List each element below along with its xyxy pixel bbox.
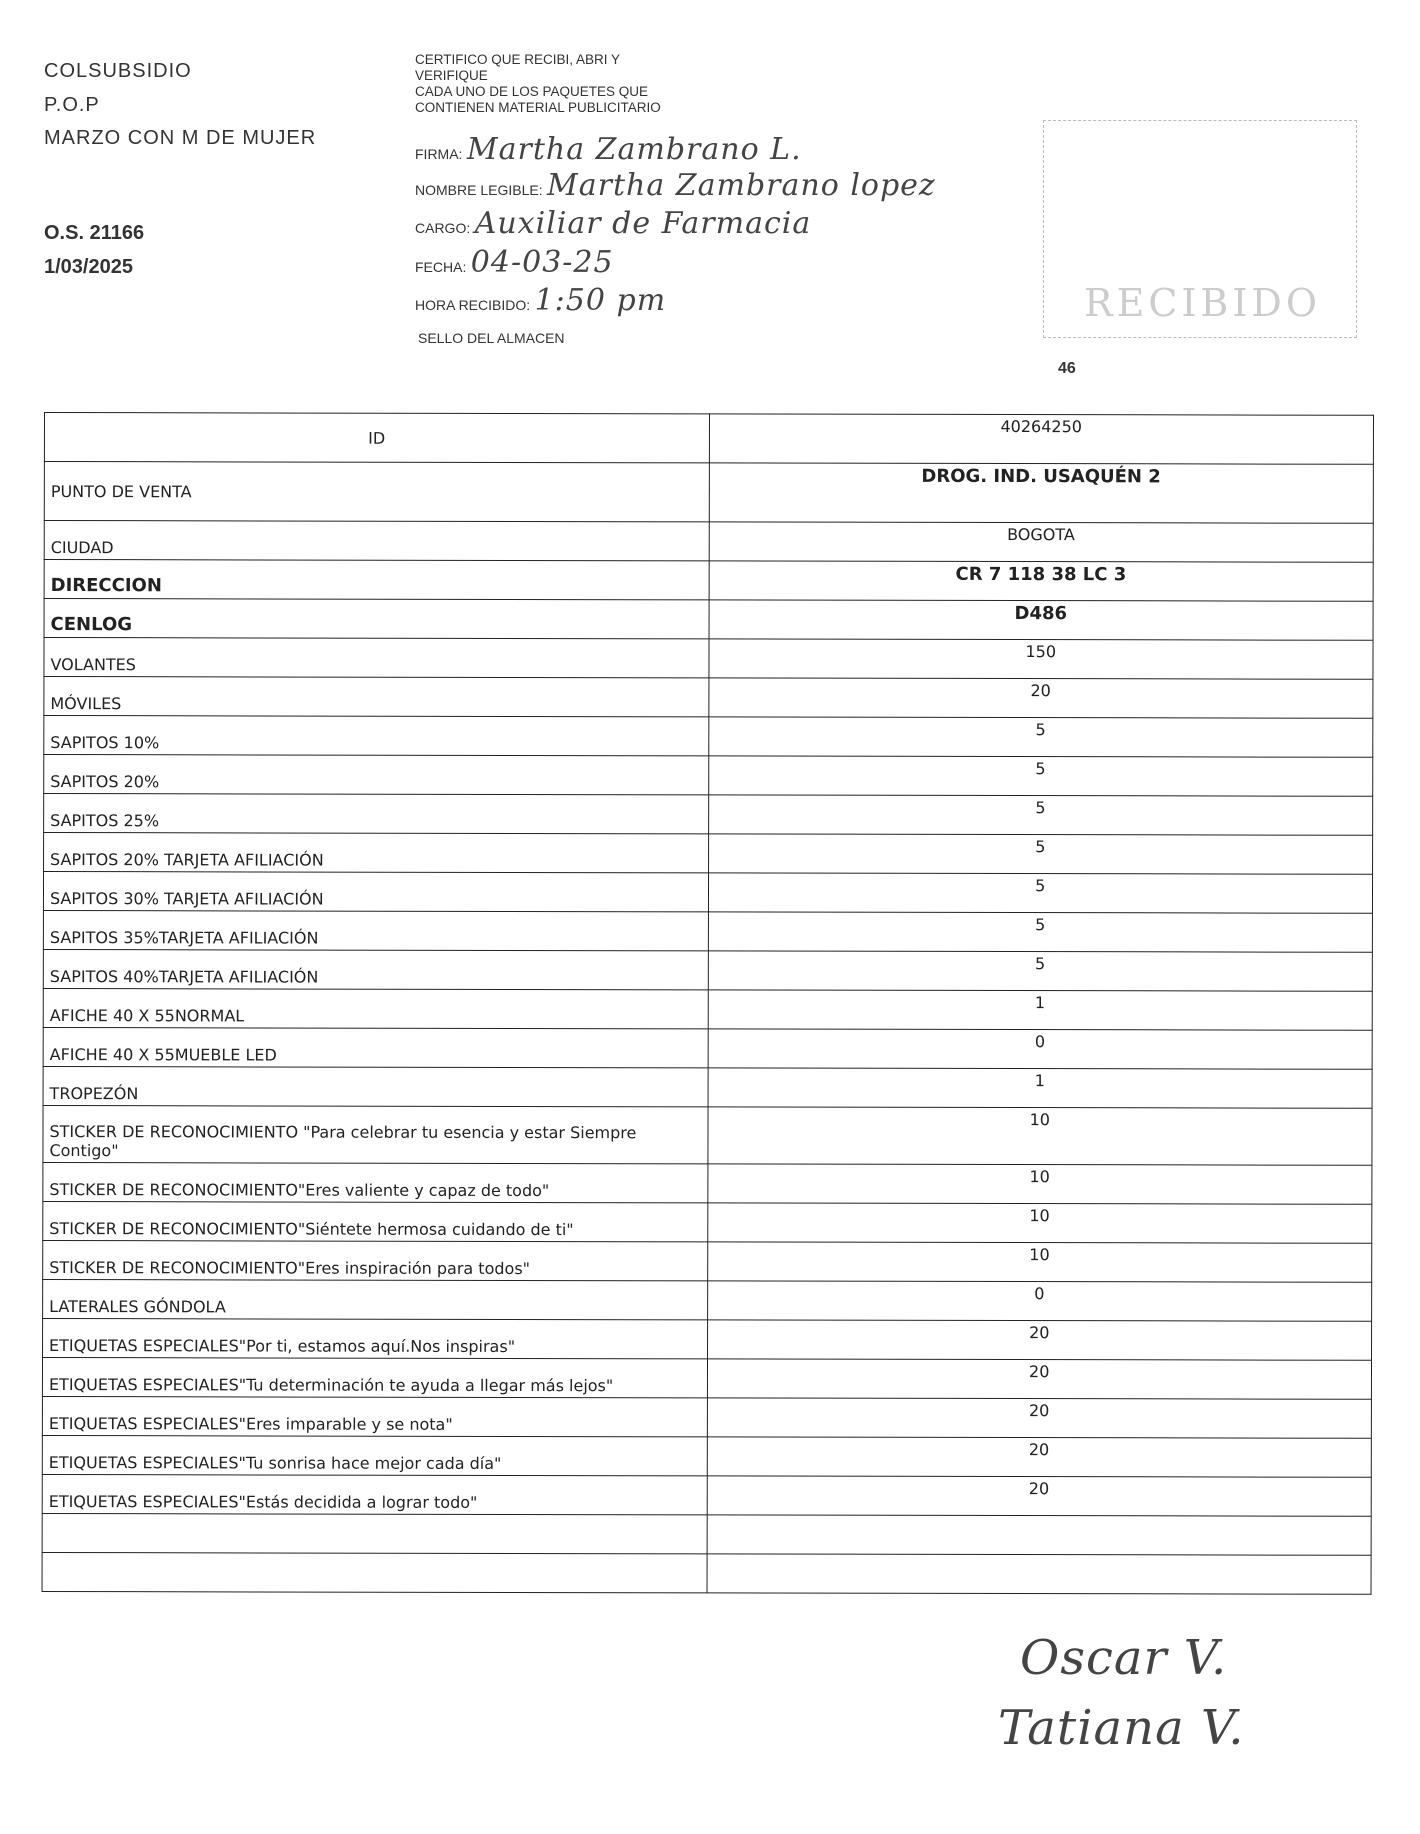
row-label: SAPITOS 20% TARJETA AFILIACIÓN: [44, 833, 709, 873]
row-label: SAPITOS 25%: [44, 794, 709, 834]
table-row: [43, 1279, 1372, 1321]
row-value: 10: [707, 1107, 1372, 1165]
table-row: [44, 755, 1373, 797]
row-label: STICKER DE RECONOCIMIENTO"Siéntete hermosa cuidando de ti": [43, 1201, 708, 1241]
cargo-label: CARGO:: [415, 220, 471, 236]
row-value: 5: [708, 951, 1373, 991]
row-value: 10: [707, 1164, 1372, 1204]
row-label: SAPITOS 40%TARJETA AFILIACIÓN: [43, 949, 708, 989]
table-row: [42, 1435, 1371, 1477]
row-value: 0: [708, 1029, 1373, 1069]
table-row: [44, 413, 1373, 465]
hora-value: 1:50 pm: [534, 283, 667, 318]
table-row: [43, 988, 1372, 1030]
table-row: [43, 910, 1372, 952]
campaign-name: MARZO CON M DE MUJER: [44, 127, 317, 149]
row-value: DROG. IND. USAQUÉN 2: [709, 463, 1374, 523]
row-value: 150: [708, 639, 1373, 679]
table-row: [44, 560, 1373, 602]
pop-label: P.O.P: [44, 94, 100, 116]
table-row: [44, 794, 1373, 836]
order-number: O.S. 21166: [44, 222, 145, 244]
table-row: [43, 1201, 1372, 1243]
row-value: 20: [707, 1320, 1372, 1360]
table-row: [43, 1105, 1372, 1165]
signature-tatiana: Tatiana V.: [998, 1700, 1245, 1756]
fecha-value: 04-03-25: [470, 245, 614, 280]
row-label: STICKER DE RECONOCIMIENTO"Eres valiente y capaz de todo": [43, 1162, 708, 1202]
row-label: [42, 1513, 707, 1553]
table-row: [43, 1240, 1372, 1282]
company-name: COLSUBSIDIO: [44, 60, 192, 82]
row-label: AFICHE 40 X 55NORMAL: [43, 988, 708, 1028]
row-label: SAPITOS 20%: [44, 755, 709, 795]
row-value: 5: [708, 717, 1373, 757]
row-label: ETIQUETAS ESPECIALES"Eres imparable y se nota": [42, 1396, 707, 1436]
row-label: SAPITOS 35%TARJETA AFILIACIÓN: [43, 910, 708, 950]
table-row: [42, 1396, 1371, 1438]
table-row: [42, 1552, 1371, 1594]
sello-label: SELLO DEL ALMACEN: [418, 330, 565, 346]
row-value: 20: [708, 678, 1373, 718]
row-label: TROPEZÓN: [43, 1066, 708, 1106]
row-label: AFICHE 40 X 55MUEBLE LED: [43, 1027, 708, 1067]
table-row: [42, 1513, 1371, 1555]
nombre-label: NOMBRE LEGIBLE:: [415, 182, 543, 198]
table-row: [44, 833, 1373, 875]
row-value: CR 7 118 38 LC 3: [709, 561, 1374, 601]
row-value: 40264250: [709, 414, 1374, 464]
nombre-value: Martha Zambrano lopez: [547, 168, 936, 203]
row-label: DIRECCION: [44, 560, 709, 600]
table-row: [44, 599, 1373, 641]
row-value: 1: [708, 990, 1373, 1030]
row-value: 5: [708, 834, 1373, 874]
row-label: SAPITOS 30% TARJETA AFILIACIÓN: [43, 872, 708, 912]
row-value: 20: [707, 1398, 1372, 1438]
row-label: ID: [44, 413, 709, 463]
row-value: BOGOTA: [709, 522, 1374, 562]
row-label: PUNTO DE VENTA: [44, 462, 709, 522]
table-row: [44, 716, 1373, 758]
cert-line: CADA UNO DE LOS PAQUETES QUE: [415, 84, 649, 99]
row-label: ETIQUETAS ESPECIALES"Tu sonrisa hace mejor cada día": [42, 1435, 707, 1475]
row-value: 10: [707, 1242, 1372, 1282]
row-label: ETIQUETAS ESPECIALES"Tu determinación te ayuda a llegar más lejos": [42, 1357, 707, 1397]
row-value: 20: [707, 1476, 1372, 1516]
row-value: 5: [708, 795, 1373, 835]
row-value: 5: [708, 756, 1373, 796]
row-label: SAPITOS 10%: [44, 716, 709, 756]
stamp-text: RECIBIDO: [1084, 281, 1321, 325]
signature-oscar: Oscar V.: [1020, 1630, 1228, 1686]
materials-table: [42, 412, 1374, 1595]
table-row: [43, 1066, 1372, 1108]
row-label: CENLOG: [44, 599, 709, 639]
row-value: 1: [708, 1068, 1373, 1108]
cert-line: VERIFIQUE: [415, 68, 488, 83]
firma-signature: Martha Zambrano L.: [466, 132, 802, 167]
cert-line: CONTIENEN MATERIAL PUBLICITARIO: [415, 100, 661, 115]
row-value: 20: [707, 1359, 1372, 1399]
row-value: 10: [707, 1203, 1372, 1243]
table-row: [44, 638, 1373, 680]
row-value: [707, 1515, 1372, 1555]
table-row: [43, 1318, 1372, 1360]
row-label: ETIQUETAS ESPECIALES"Estás decidida a lograr todo": [42, 1474, 707, 1514]
table-row: [43, 1162, 1372, 1204]
table-row: [44, 462, 1373, 524]
row-label: MÓVILES: [44, 677, 709, 717]
table-row: [43, 949, 1372, 991]
hora-label: HORA RECIBIDO:: [415, 297, 531, 313]
row-label: LATERALES GÓNDOLA: [43, 1279, 708, 1319]
row-value: 20: [707, 1437, 1372, 1477]
warehouse-stamp: [1043, 120, 1357, 338]
row-value: 0: [707, 1281, 1372, 1321]
table-row: [43, 1027, 1372, 1069]
row-label: [42, 1552, 707, 1592]
row-label: ETIQUETAS ESPECIALES"Por ti, estamos aquí.Nos inspiras": [43, 1318, 708, 1358]
certificate-text: [415, 52, 661, 116]
row-value: 5: [708, 912, 1373, 952]
table-row: [43, 872, 1372, 914]
cargo-value: Auxiliar de Farmacia: [474, 206, 812, 241]
cert-line: CERTIFICO QUE RECIBI, ABRI Y: [415, 52, 621, 67]
row-value: D486: [709, 600, 1374, 640]
table-row: [44, 677, 1373, 719]
table-row: [42, 1357, 1371, 1399]
table-row: [44, 521, 1373, 563]
row-label: CIUDAD: [44, 521, 709, 561]
row-label: STICKER DE RECONOCIMIENTO "Para celebrar tu esencia y estar Siempre Contigo": [43, 1105, 708, 1163]
fecha-label: FECHA:: [415, 259, 467, 275]
table-row: [42, 1474, 1371, 1516]
firma-label: FIRMA:: [415, 146, 463, 162]
row-value: [707, 1554, 1372, 1594]
row-label: STICKER DE RECONOCIMIENTO"Eres inspiración para todos": [43, 1240, 708, 1280]
order-date: 1/03/2025: [44, 256, 133, 278]
row-value: 5: [708, 873, 1373, 913]
page-number: 46: [1058, 360, 1076, 377]
row-label: VOLANTES: [44, 638, 709, 678]
